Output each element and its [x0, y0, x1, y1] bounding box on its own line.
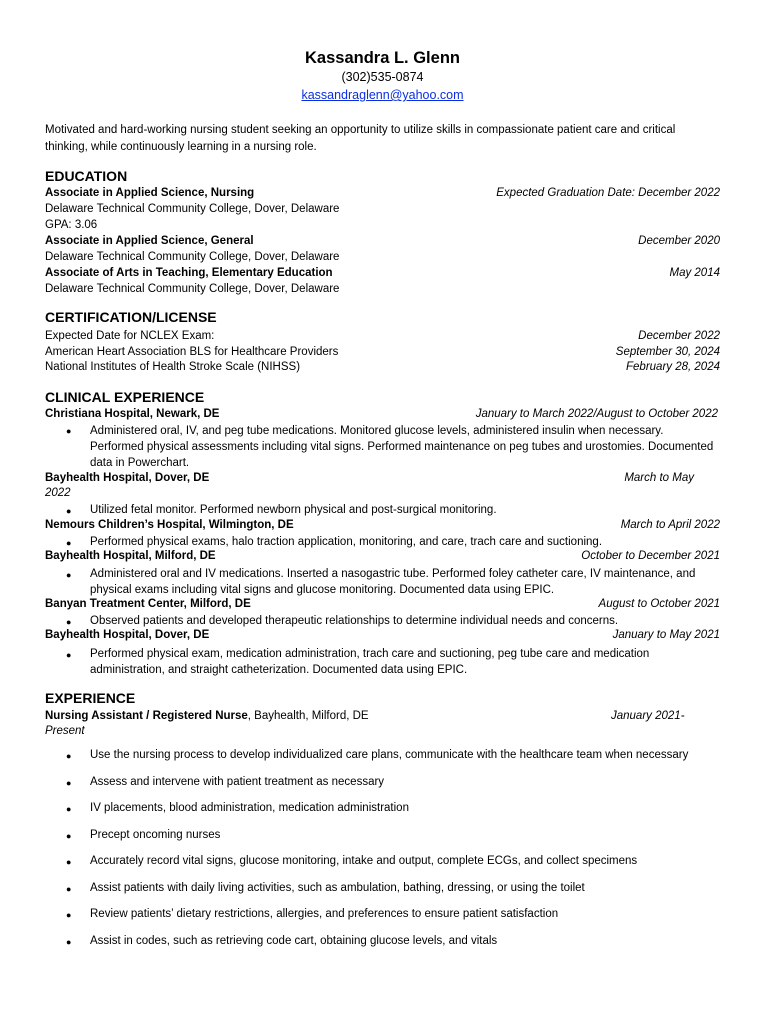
clinical-description: Administered oral, IV, and peg tube medications. Monitored glucose levels, administered insulin when necessary. Performed physical assessments including vital signs. Performed maintenance on peg tubes and urostomies. Documented data in Powerchart. — [90, 425, 714, 469]
education-school: Delaware Technical Community College, Dover, Delaware — [45, 251, 340, 263]
clinical-date: March to April 2022 — [620, 519, 720, 531]
clinical-date: October to December 2021 — [581, 550, 720, 562]
clinical-site: Bayhealth Hospital, Dover, DE — [45, 472, 210, 484]
education-school: Delaware Technical Community College, Dover, Delaware — [45, 283, 340, 295]
education-date: December 2020 — [638, 235, 720, 247]
certification-heading: CERTIFICATION/LICENSE — [45, 309, 217, 325]
bullet-icon: ● — [66, 804, 72, 814]
bullet-icon: ● — [66, 910, 72, 920]
certification-date: February 28, 2024 — [626, 361, 720, 373]
education-school: Delaware Technical Community College, Dover, Delaware — [45, 203, 340, 215]
bullet-icon: ● — [66, 570, 72, 580]
email-line — [45, 88, 720, 102]
email-link[interactable]: kassandraglenn@yahoo.com — [301, 88, 464, 102]
education-date: Expected Graduation Date: December 2022 — [496, 187, 720, 199]
job-title-line — [45, 710, 369, 722]
clinical-date-continued: 2022 — [45, 487, 71, 499]
experience-heading: EXPERIENCE — [45, 690, 136, 706]
education-heading: EDUCATION — [45, 168, 128, 184]
clinical-date: January to March 2022/August to October 2022 — [475, 408, 718, 420]
clinical-description: Administered oral and IV medications. Inserted a nasogastric tube. Performed foley catheter care, IV maintenance, and physical exams including vital signs and glucose monitoring. Documented data using EPIC. — [90, 568, 696, 596]
experience-bullet: Precept oncoming nurses — [90, 829, 221, 841]
education-date: May 2014 — [669, 267, 720, 279]
clinical-description: Performed physical exams, halo traction application, monitoring, and care, trach care and suctioning. — [90, 536, 603, 548]
certification-date: September 30, 2024 — [615, 346, 720, 358]
summary: Motivated and hard-working nursing student seeking an opportunity to utilize skills in compassionate patient care and critical thinking, while continuously learning in a nursing role. — [45, 124, 676, 153]
clinical-description: Performed physical exam, medication administration, trach care and suctioning, peg tube care and medication administration, and straight catheterization. Documented data using EPIC. — [90, 648, 650, 676]
clinical-date: March to May — [624, 472, 694, 484]
clinical-date: August to October 2021 — [598, 598, 720, 610]
clinical-site: Banyan Treatment Center, Milford, DE — [45, 598, 251, 610]
clinical-site: Christiana Hospital, Newark, DE — [45, 408, 220, 420]
clinical-site: Bayhealth Hospital, Milford, DE — [45, 550, 216, 562]
certification-name: Expected Date for NCLEX Exam: — [45, 330, 215, 342]
job-date-continued: Present — [45, 725, 85, 737]
education-degree: Associate in Applied Science, Nursing — [45, 187, 255, 199]
bullet-icon: ● — [66, 426, 72, 436]
resume-page — [45, 0, 720, 1024]
certification-date: December 2022 — [638, 330, 720, 342]
clinical-heading: CLINICAL EXPERIENCE — [45, 389, 205, 405]
experience-bullet: IV placements, blood administration, medication administration — [90, 802, 409, 814]
experience-bullet: Assist in codes, such as retrieving code cart, obtaining glucose levels, and vitals — [90, 935, 498, 947]
bullet-icon: ● — [66, 538, 72, 548]
bullet-icon: ● — [66, 617, 72, 627]
certification-name: National Institutes of Health Stroke Scale (NIHSS) — [45, 361, 301, 373]
bullet-icon: ● — [66, 831, 72, 841]
clinical-site: Bayhealth Hospital, Dover, DE — [45, 629, 210, 641]
certification-name: American Heart Association BLS for Healthcare Providers — [45, 346, 339, 358]
clinical-date: January to May 2021 — [612, 629, 720, 641]
bullet-icon: ● — [66, 506, 72, 516]
clinical-site: Nemours Children’s Hospital, Wilmington, DE — [45, 519, 294, 531]
clinical-description: Utilized fetal monitor. Performed newborn physical and post-surgical monitoring. — [90, 504, 497, 516]
bullet-icon: ● — [66, 937, 72, 947]
clinical-description: Observed patients and developed therapeutic relationships to determine individual needs and concerns. — [90, 615, 619, 627]
job-title: Nursing Assistant / Registered Nurse — [45, 710, 248, 722]
experience-bullet: Assist patients with daily living activities, such as ambulation, bathing, dressing, or using the toilet — [90, 882, 585, 894]
job-employer: , Bayhealth, Milford, DE — [247, 710, 369, 722]
bullet-icon: ● — [66, 751, 72, 761]
experience-bullet: Use the nursing process to develop individualized care plans, communicate with the healthcare team when necessary — [90, 749, 689, 761]
bullet-icon: ● — [66, 778, 72, 788]
job-date: January 2021- — [611, 710, 685, 722]
experience-bullet: Accurately record vital signs, glucose monitoring, intake and output, complete ECGs, and collect specimens — [90, 855, 638, 867]
candidate-name: Kassandra L. Glenn — [305, 49, 460, 67]
education-degree: Associate of Arts in Teaching, Elementary Education — [45, 267, 333, 279]
education-gpa: GPA: 3.06 — [45, 219, 98, 231]
experience-bullet: Review patients’ dietary restrictions, allergies, and preferences to ensure patient satisfaction — [90, 908, 559, 920]
bullet-icon: ● — [66, 650, 72, 660]
experience-bullet: Assess and intervene with patient treatment as necessary — [90, 776, 385, 788]
phone-number: (302)535-0874 — [341, 70, 424, 84]
bullet-icon: ● — [66, 857, 72, 867]
bullet-icon: ● — [66, 884, 72, 894]
education-degree: Associate in Applied Science, General — [45, 235, 254, 247]
